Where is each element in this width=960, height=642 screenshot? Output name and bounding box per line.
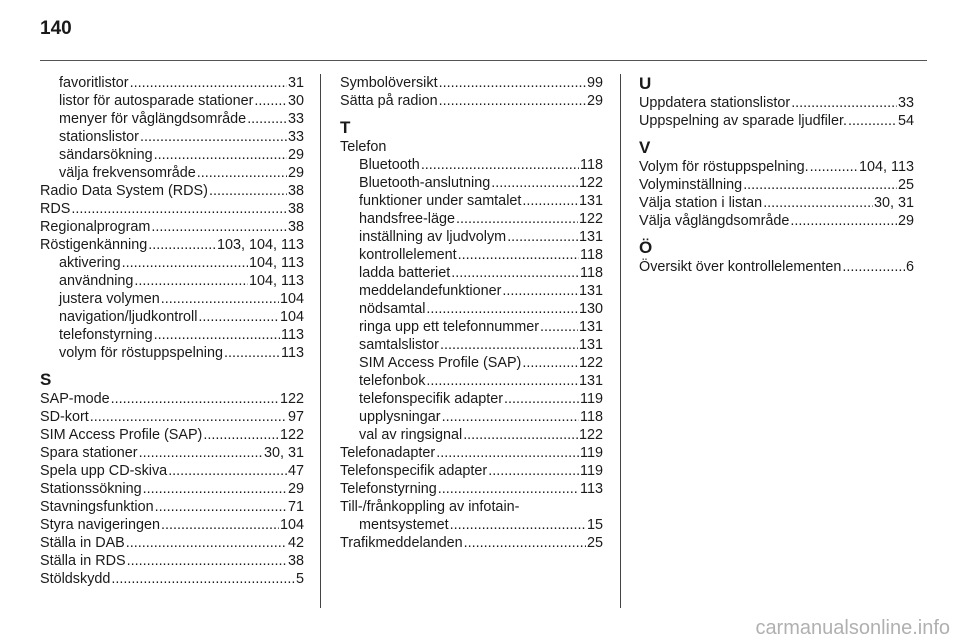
dot-leader xyxy=(203,426,279,444)
index-term: telefonspecifik adapter xyxy=(359,391,503,407)
dot-leader xyxy=(507,228,578,246)
index-entry xyxy=(340,480,603,498)
dot-leader xyxy=(161,290,279,308)
index-term: Uppdatera stationslistor xyxy=(639,95,791,111)
dot-leader xyxy=(197,164,287,182)
page-reference: 118 xyxy=(580,409,603,425)
index-entry xyxy=(40,182,304,200)
page-reference: 6 xyxy=(905,259,914,275)
index-term: funktioner under samtalet xyxy=(359,193,522,209)
dot-leader xyxy=(842,258,905,276)
index-column-2 xyxy=(340,74,603,552)
page-reference: 104, 113 xyxy=(249,273,304,289)
dot-leader xyxy=(90,408,287,426)
index-entry-heading xyxy=(340,498,603,516)
page-reference: 30 xyxy=(287,93,304,109)
index-entry xyxy=(639,94,914,112)
page-reference: 104, 113 xyxy=(249,255,304,271)
index-term: Telefonadapter xyxy=(340,445,436,461)
index-subentry xyxy=(340,246,603,264)
page-reference: 25 xyxy=(897,177,914,193)
index-entry xyxy=(340,74,603,92)
dot-leader xyxy=(451,264,579,282)
index-subentry xyxy=(340,264,603,282)
dot-leader xyxy=(488,462,579,480)
dot-leader xyxy=(436,444,579,462)
index-term: listor för autosparade stationer xyxy=(59,93,254,109)
dot-leader xyxy=(209,182,287,200)
index-subentry xyxy=(340,174,603,192)
index-term: Regionalprogram xyxy=(40,219,151,235)
page-reference: 118 xyxy=(580,247,603,263)
page-reference: 42 xyxy=(287,535,304,551)
dot-leader xyxy=(127,552,287,570)
page-reference: 104 xyxy=(279,517,304,533)
page-reference: 38 xyxy=(287,553,304,569)
dot-leader xyxy=(143,480,287,498)
index-term: samtalslistor xyxy=(359,337,439,353)
index-entry xyxy=(639,212,914,230)
dot-leader xyxy=(504,390,579,408)
index-entry xyxy=(40,218,304,236)
index-term: Spara stationer xyxy=(40,445,138,461)
index-term: användning xyxy=(59,273,134,289)
index-subentry xyxy=(340,336,603,354)
index-entry xyxy=(340,92,603,110)
page-reference: 97 xyxy=(287,409,304,425)
index-term: Stationssökning xyxy=(40,481,142,497)
dot-leader xyxy=(134,272,248,290)
dot-leader xyxy=(148,236,216,254)
page-number: 140 xyxy=(40,18,72,39)
dot-leader xyxy=(224,344,280,362)
index-entry xyxy=(40,408,304,426)
index-term: Översikt över kontrollelementen xyxy=(639,259,842,275)
index-term: Bluetooth xyxy=(359,157,420,173)
index-term: Telefonspecifik adapter xyxy=(340,463,488,479)
page-reference: 104, 113 xyxy=(859,159,914,175)
index-term: menyer för våglängdsområde xyxy=(59,111,247,127)
index-subentry xyxy=(340,192,603,210)
column-divider xyxy=(320,74,321,608)
index-entry xyxy=(639,258,914,276)
index-entry xyxy=(40,444,304,462)
index-subentry xyxy=(40,254,304,272)
index-subentry xyxy=(340,228,603,246)
page-reference: 29 xyxy=(287,147,304,163)
index-term: nödsamtal xyxy=(359,301,426,317)
index-term: ringa upp ett telefonnummer xyxy=(359,319,539,335)
page-reference: 130 xyxy=(578,301,603,317)
watermark: carmanualsonline.info xyxy=(755,617,950,639)
dot-leader xyxy=(439,74,586,92)
dot-leader xyxy=(522,354,578,372)
dot-leader xyxy=(126,534,287,552)
index-subentry xyxy=(40,146,304,164)
index-term: Stöldskydd xyxy=(40,571,111,587)
index-subentry xyxy=(40,344,304,362)
index-entry xyxy=(639,176,914,194)
index-entry xyxy=(639,158,914,176)
index-term: telefonstyrning xyxy=(59,327,153,343)
index-entry xyxy=(40,390,304,408)
index-entry xyxy=(340,534,603,552)
dot-leader xyxy=(464,534,586,552)
index-term: stationslistor xyxy=(59,129,139,145)
index-term: Styra navigeringen xyxy=(40,517,160,533)
index-subentry xyxy=(40,110,304,128)
page-reference: 131 xyxy=(578,193,603,209)
index-term: mentsystemet xyxy=(359,517,449,533)
index-term: Symbolöversikt xyxy=(340,75,438,91)
index-term: Bluetooth-anslutning xyxy=(359,175,491,191)
dot-leader xyxy=(810,158,858,176)
page-reference: 118 xyxy=(580,157,603,173)
index-subentry xyxy=(340,156,603,174)
index-entry xyxy=(639,112,914,130)
page-reference: 122 xyxy=(578,427,603,443)
page-reference: 38 xyxy=(287,219,304,235)
dot-leader xyxy=(763,194,873,212)
index-term: Ställa in RDS xyxy=(40,553,126,569)
index-subentry xyxy=(40,92,304,110)
index-term: kontrollelement xyxy=(359,247,457,263)
index-column-3 xyxy=(639,74,914,276)
index-section-letter: S xyxy=(40,370,52,389)
index-term: handsfree-läge xyxy=(359,211,456,227)
dot-leader xyxy=(154,146,287,164)
page-reference: 54 xyxy=(897,113,914,129)
page-reference: 122 xyxy=(578,211,603,227)
dot-leader xyxy=(790,212,897,230)
index-subentry xyxy=(40,308,304,326)
index-term: SIM Access Profile (SAP) xyxy=(359,355,522,371)
dot-leader xyxy=(848,112,897,130)
page-reference: 122 xyxy=(279,391,304,407)
index-term: Röstigenkänning xyxy=(40,237,148,253)
index-entry-heading xyxy=(340,138,603,156)
index-entry xyxy=(40,426,304,444)
dot-leader xyxy=(456,210,578,228)
page-reference: 71 xyxy=(287,499,304,515)
index-term: välja frekvensområde xyxy=(59,165,196,181)
dot-leader xyxy=(122,254,248,272)
index-subentry xyxy=(340,300,603,318)
index-subentry xyxy=(340,372,603,390)
index-term: Välja våglängdsområde xyxy=(639,213,790,229)
page-reference: 99 xyxy=(586,75,603,91)
index-term: Till-/frånkoppling av infotain- xyxy=(340,499,520,515)
page-reference: 119 xyxy=(580,445,603,461)
index-section-letter: Ö xyxy=(639,238,653,257)
index-subentry xyxy=(340,516,603,534)
index-term: Ställa in DAB xyxy=(40,535,125,551)
page-reference: 131 xyxy=(578,283,603,299)
index-entry xyxy=(40,552,304,570)
index-entry xyxy=(40,534,304,552)
dot-leader xyxy=(540,318,578,336)
index-entry xyxy=(40,516,304,534)
dot-leader xyxy=(463,426,578,444)
page-reference: 47 xyxy=(287,463,304,479)
page-reference: 29 xyxy=(586,93,603,109)
index-term: Telefon xyxy=(340,139,387,155)
dot-leader xyxy=(458,246,579,264)
index-subentry xyxy=(40,272,304,290)
index-subentry xyxy=(340,408,603,426)
index-term: Välja station i listan xyxy=(639,195,763,211)
dot-leader xyxy=(438,480,579,498)
index-term: inställning av ljudvolym xyxy=(359,229,507,245)
page-reference: 118 xyxy=(580,265,603,281)
dot-leader xyxy=(139,444,263,462)
index-term: val av ringsignal xyxy=(359,427,463,443)
index-entry xyxy=(40,570,304,588)
dot-leader xyxy=(151,218,287,236)
index-term: Stavningsfunktion xyxy=(40,499,154,515)
page-reference: 29 xyxy=(287,481,304,497)
dot-leader xyxy=(440,336,578,354)
index-subentry xyxy=(40,74,304,92)
page-reference: 104 xyxy=(279,309,304,325)
index-term: ladda batteriet xyxy=(359,265,451,281)
page-reference: 29 xyxy=(287,165,304,181)
index-term: Volym för röstuppspelning. xyxy=(639,159,809,175)
index-term: Radio Data System (RDS) xyxy=(40,183,208,199)
dot-leader xyxy=(154,326,280,344)
index-entry xyxy=(40,498,304,516)
dot-leader xyxy=(140,128,287,146)
index-entry xyxy=(40,236,304,254)
index-term: meddelandefunktioner xyxy=(359,283,502,299)
page-reference: 30, 31 xyxy=(873,195,914,211)
index-term: SAP-mode xyxy=(40,391,110,407)
index-subentry xyxy=(340,210,603,228)
page-reference: 113 xyxy=(281,327,304,343)
page-reference: 31 xyxy=(287,75,304,91)
column-divider xyxy=(620,74,621,608)
index-term: Telefonstyrning xyxy=(340,481,437,497)
dot-leader xyxy=(426,300,578,318)
dot-leader xyxy=(791,94,897,112)
index-entry xyxy=(40,462,304,480)
page-reference: 131 xyxy=(578,229,603,245)
page-reference: 122 xyxy=(578,355,603,371)
dot-leader xyxy=(198,308,279,326)
page-reference: 103, 104, 113 xyxy=(217,237,304,253)
page-reference: 122 xyxy=(279,427,304,443)
index-term: aktivering xyxy=(59,255,121,271)
page-reference: 25 xyxy=(586,535,603,551)
index-subentry xyxy=(40,326,304,344)
index-term: Sätta på radion xyxy=(340,93,438,109)
dot-leader xyxy=(155,498,287,516)
index-subentry xyxy=(340,390,603,408)
index-column-1 xyxy=(40,74,304,588)
dot-leader xyxy=(442,408,579,426)
index-entry xyxy=(340,462,603,480)
page-reference: 113 xyxy=(580,481,603,497)
index-term: Volyminställning xyxy=(639,177,743,193)
index-term: upplysningar xyxy=(359,409,441,425)
index-term: Trafikmeddelanden xyxy=(340,535,463,551)
dot-leader xyxy=(502,282,578,300)
index-term: SIM Access Profile (SAP) xyxy=(40,427,203,443)
index-entry xyxy=(340,444,603,462)
index-section-letter: T xyxy=(340,118,351,137)
dot-leader xyxy=(491,174,578,192)
page-reference: 131 xyxy=(578,319,603,335)
index-term: sändarsökning xyxy=(59,147,153,163)
page-reference: 119 xyxy=(580,391,603,407)
index-subentry xyxy=(340,426,603,444)
page-reference: 33 xyxy=(287,129,304,145)
page-reference: 33 xyxy=(287,111,304,127)
index-term: justera volymen xyxy=(59,291,160,307)
index-term: Spela upp CD-skiva xyxy=(40,463,168,479)
index-term: telefonbok xyxy=(359,373,426,389)
dot-leader xyxy=(111,570,295,588)
dot-leader xyxy=(111,390,279,408)
page-reference: 119 xyxy=(580,463,603,479)
page-reference: 30, 31 xyxy=(263,445,304,461)
index-subentry xyxy=(40,290,304,308)
page-reference: 122 xyxy=(578,175,603,191)
page-reference: 29 xyxy=(897,213,914,229)
index-term: RDS xyxy=(40,201,71,217)
page-reference: 33 xyxy=(897,95,914,111)
page-reference: 131 xyxy=(578,373,603,389)
index-section-letter: U xyxy=(639,74,652,93)
dot-leader xyxy=(439,92,586,110)
index-section-letter: V xyxy=(639,138,651,157)
index-term: favoritlistor xyxy=(59,75,129,91)
index-subentry xyxy=(40,128,304,146)
dot-leader xyxy=(421,156,579,174)
dot-leader xyxy=(450,516,586,534)
index-subentry xyxy=(40,164,304,182)
page-reference: 113 xyxy=(281,345,304,361)
page-reference: 104 xyxy=(279,291,304,307)
index-term: navigation/ljudkontroll xyxy=(59,309,198,325)
dot-leader xyxy=(130,74,287,92)
dot-leader xyxy=(254,92,287,110)
page-reference: 131 xyxy=(578,337,603,353)
dot-leader xyxy=(743,176,897,194)
index-entry xyxy=(639,194,914,212)
page-reference: 38 xyxy=(287,201,304,217)
index-subentry xyxy=(340,354,603,372)
header-rule xyxy=(40,60,927,61)
dot-leader xyxy=(71,200,287,218)
index-entry xyxy=(40,480,304,498)
index-entry xyxy=(40,200,304,218)
dot-leader xyxy=(168,462,287,480)
dot-leader xyxy=(161,516,279,534)
page-reference: 5 xyxy=(295,571,304,587)
index-term: volym för röstuppspelning xyxy=(59,345,223,361)
dot-leader xyxy=(247,110,287,128)
index-term: SD-kort xyxy=(40,409,89,425)
dot-leader xyxy=(426,372,578,390)
page-reference: 38 xyxy=(287,183,304,199)
index-subentry xyxy=(340,318,603,336)
dot-leader xyxy=(522,192,578,210)
index-term: Uppspelning av sparade ljudfiler. xyxy=(639,113,847,129)
index-subentry xyxy=(340,282,603,300)
page-reference: 15 xyxy=(586,517,603,533)
